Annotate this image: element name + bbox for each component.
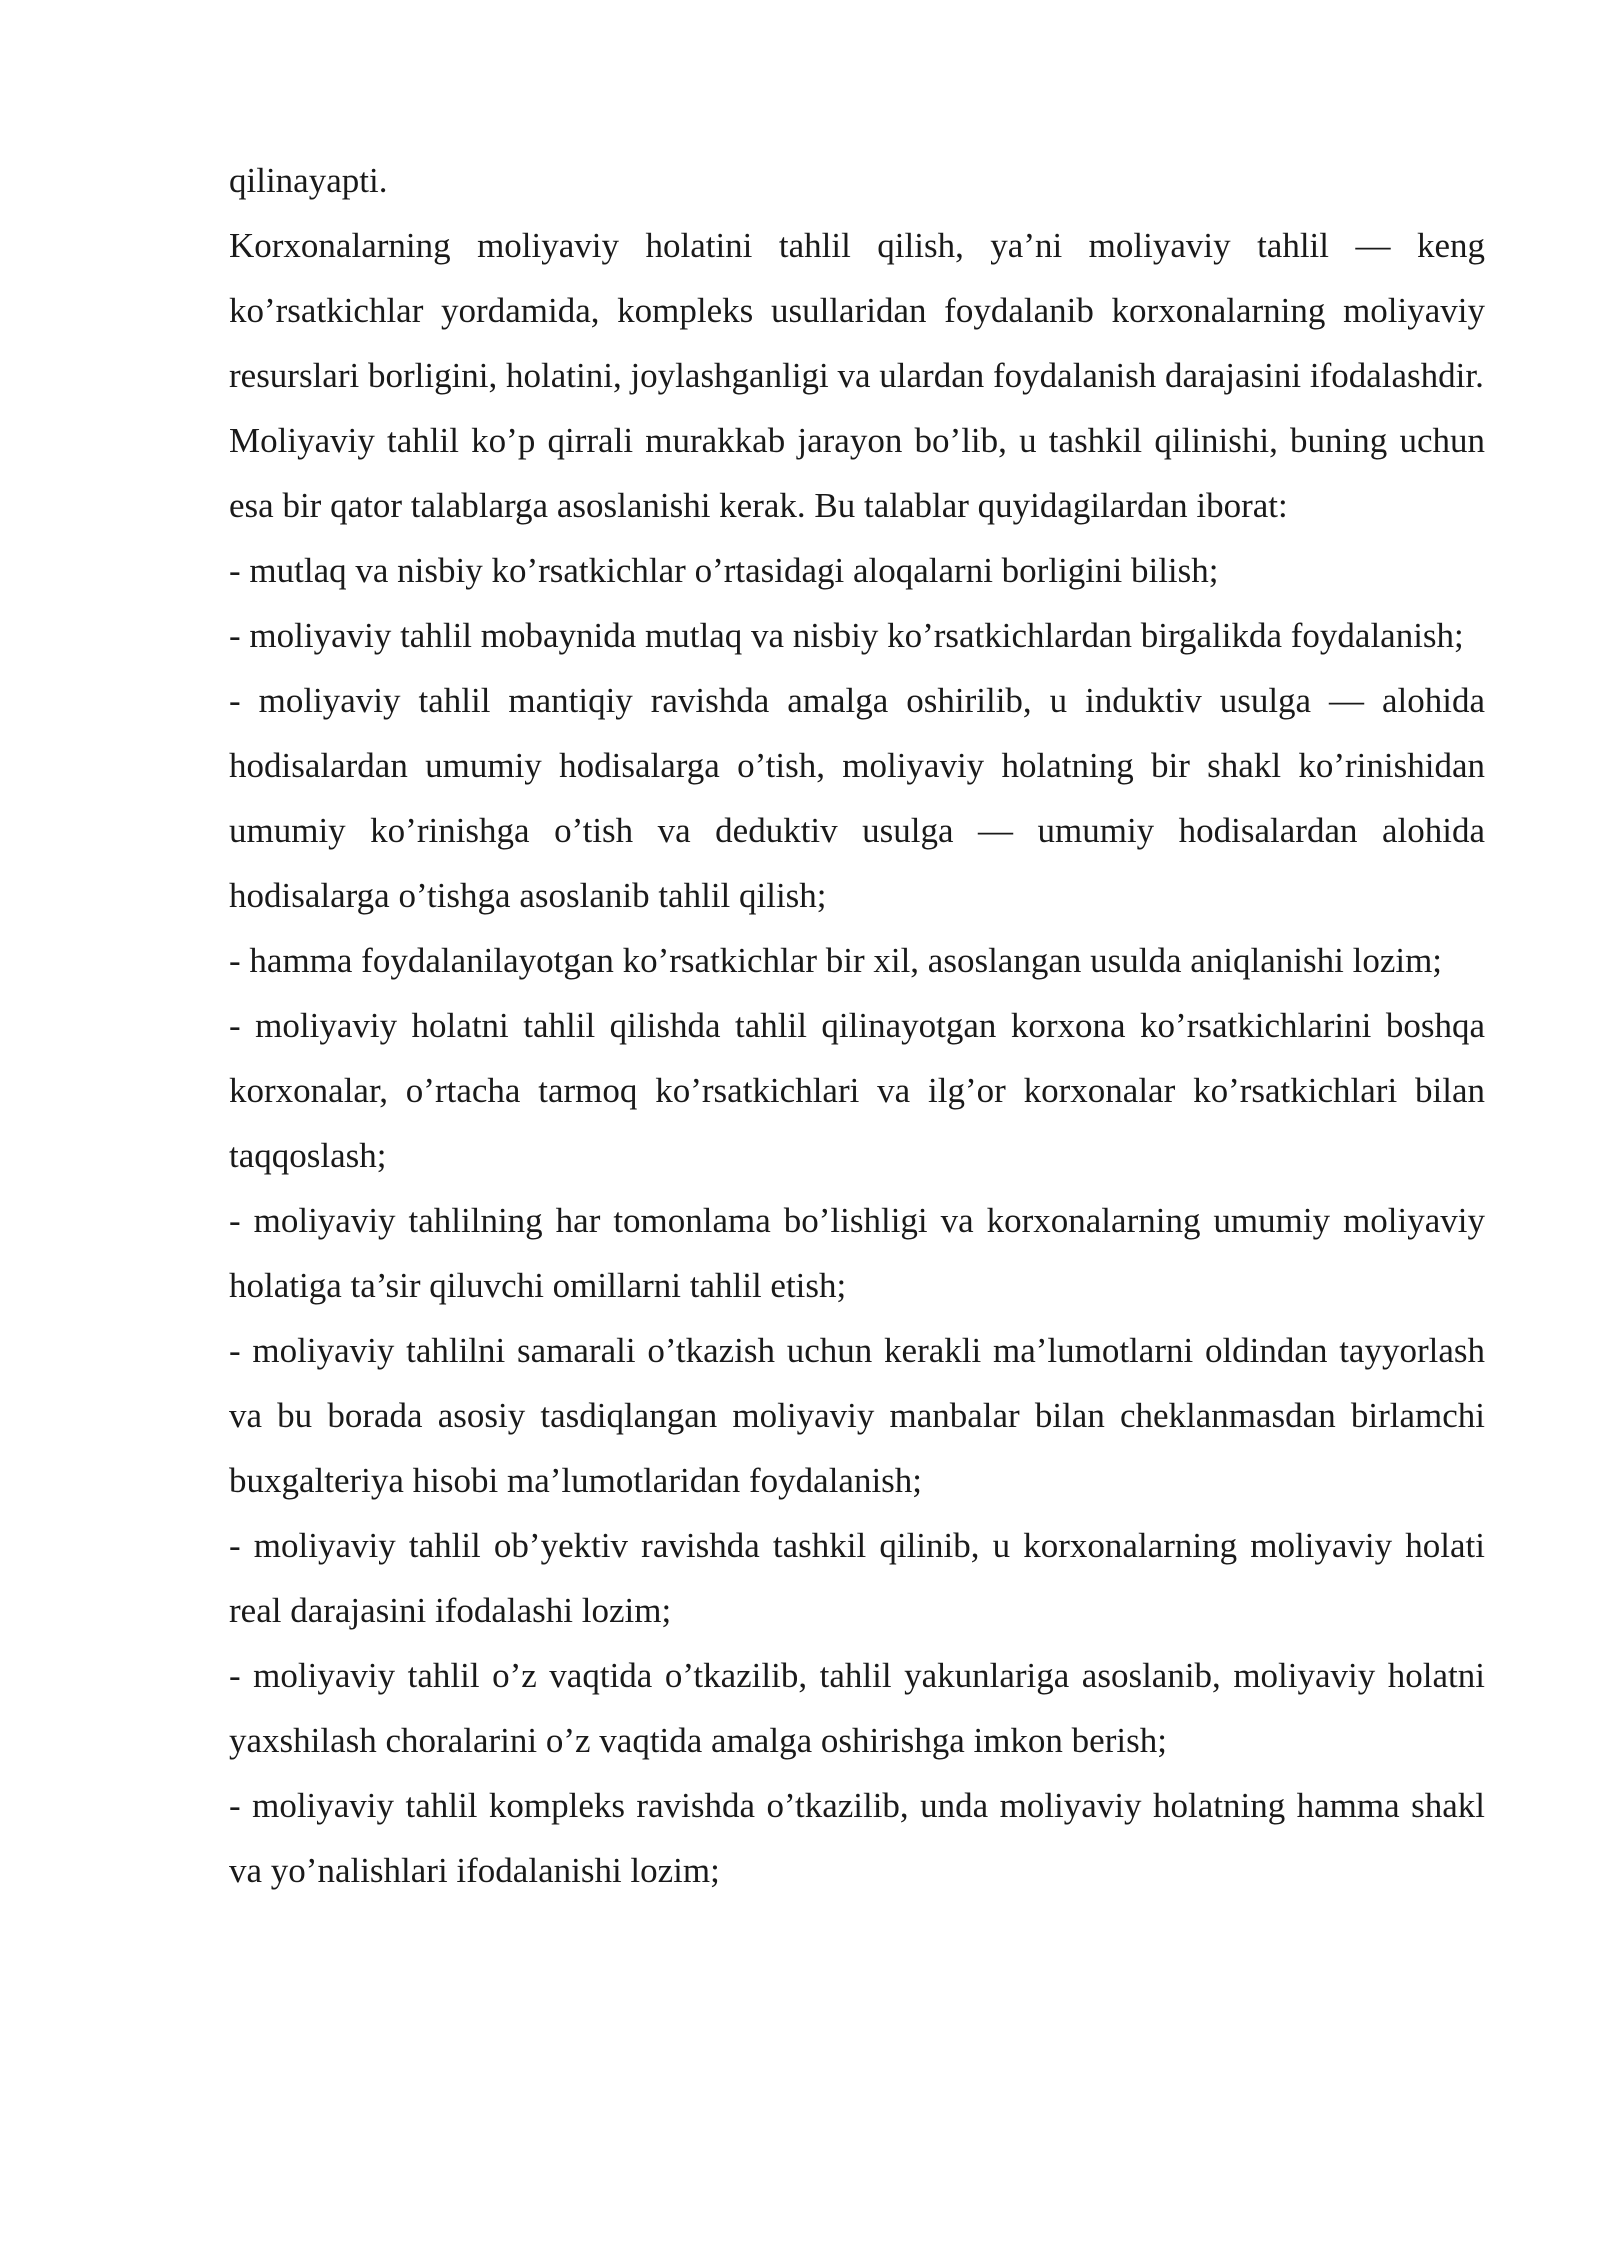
list-item: - moliyaviy holatni tahlil qilishda tahlil qilinayotgan korxona ko’rsatkichlarini boshqa korxonalar, o’rtacha tarmoq ko’rsatkichlari va ilg’or korxonalar ko’rsatkichlari bilan taqqoslash; <box>229 1006 1485 1175</box>
list-item: - hamma foydalanilayotgan ko’rsatkichlar bir xil, asoslangan usulda aniqlanishi lozim; <box>229 941 1443 980</box>
list-item: - moliyaviy tahlilning har tomonlama bo’lishligi va korxonalarning umumiy moliyaviy holatiga ta’sir qiluvchi omillarni tahlil etish; <box>229 1201 1485 1305</box>
list-item: - moliyaviy tahlil ob’yektiv ravishda tashkil qilinib, u korxonalarning moliyaviy holati real darajasini ifodalashi lozim; <box>229 1526 1485 1630</box>
list-item: - moliyaviy tahlilni samarali o’tkazish uchun kerakli ma’lumotlarni oldindan tayyorlash va bu borada asosiy tasdiqlangan moliyaviy manbalar bilan cheklanmasdan birlamchi buxgalteriya hisobi ma’lumotlaridan foydalanish; <box>229 1331 1485 1500</box>
paragraph-requirements-intro: Moliyaviy tahlil ko’p qirrali murakkab jarayon bo’lib, u tashkil qilinishi, buning uchun esa bir qator talablarga asoslanishi kerak. Bu talablar quyidagilardan iborat: <box>229 421 1485 525</box>
document-body <box>229 148 1485 1903</box>
paragraph-definition: Korxonalarning moliyaviy holatini tahlil qilish, ya’ni moliyaviy tahlil — keng ko’rsatkichlar yordamida, kompleks usullaridan foydalanib korxonalarning moliyaviy resurslari borligini, holatini, joylashganligi va ulardan foydalanish darajasini ifodalashdir. <box>229 226 1485 395</box>
list-item: - moliyaviy tahlil o’z vaqtida o’tkazilib, tahlil yakunlariga asoslanib, moliyaviy holatni yaxshilash choralarini o’z vaqtida amalga oshirishga imkon berish; <box>229 1656 1485 1760</box>
paragraph-continuation: qilinayapti. <box>229 161 388 200</box>
list-item: - moliyaviy tahlil mobaynida mutlaq va nisbiy ko’rsatkichlardan birgalikda foydalanish; <box>229 616 1464 655</box>
list-item: - mutlaq va nisbiy ko’rsatkichlar o’rtasidagi aloqalarni borligini bilish; <box>229 551 1219 590</box>
list-item: - moliyaviy tahlil mantiqiy ravishda amalga oshirilib, u induktiv usulga — alohida hodisalardan umumiy hodisalarga o’tish, moliyaviy holatning bir shakl ko’rinishidan umumiy ko’rinishga o’tish va deduktiv usulga — umumiy hodisalardan alohida hodisalarga o’tishga asoslanib tahlil qilish; <box>229 681 1485 915</box>
list-item: - moliyaviy tahlil kompleks ravishda o’tkazilib, unda moliyaviy holatning hamma shakl va yo’nalishlari ifodalanishi lozim; <box>229 1786 1485 1890</box>
